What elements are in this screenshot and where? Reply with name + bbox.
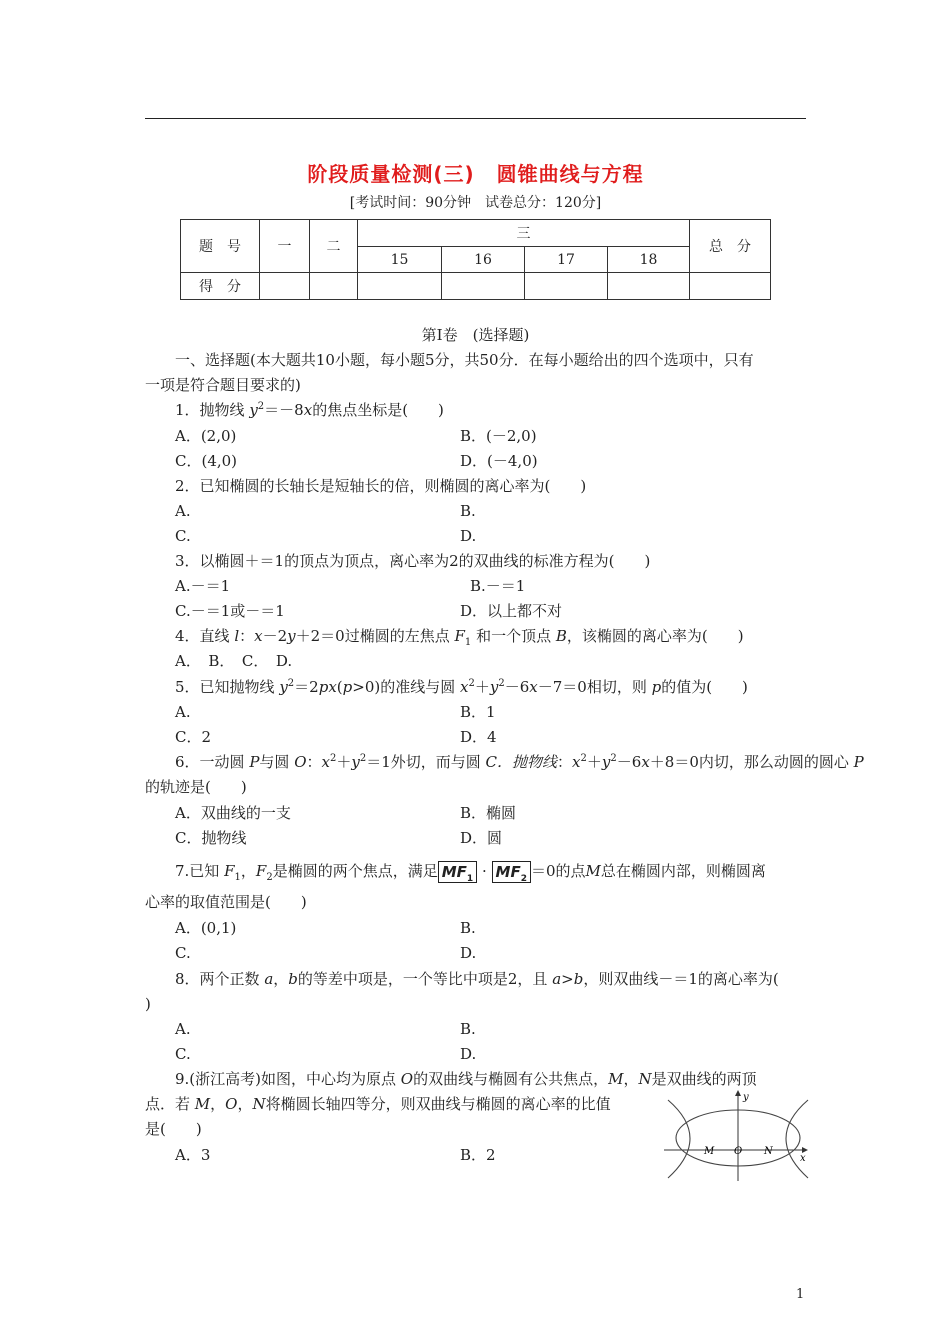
label-o: O	[734, 1146, 743, 1157]
question-9-stem: 9.(浙江高考)如图，中心均为原点 O的双曲线与椭圆有公共焦点，M，N是双曲线的两顶	[175, 1070, 757, 1088]
question-4-options: A． B． C． D.	[175, 652, 293, 670]
exam-info	[145, 192, 806, 212]
page-title	[145, 158, 806, 187]
score-sub-16: 16	[442, 247, 525, 273]
hyperbola-left-branch	[668, 1100, 690, 1178]
question-5-option-d: D．4	[460, 728, 497, 746]
question-1-stem: 1．抛物线 $y^2=-8x$的焦点坐标是( )	[175, 401, 444, 419]
score-row-label: 得 分	[181, 273, 260, 300]
hyperbola-right-branch	[786, 1100, 808, 1178]
score-col-2: 二	[310, 220, 358, 273]
question-2-option-a: A.	[175, 502, 191, 520]
question-9-stem-line-3: 是( )	[145, 1120, 202, 1138]
question-5-option-a: A.	[175, 703, 191, 721]
question-2-option-b: B.	[460, 502, 476, 520]
score-cell	[690, 273, 771, 300]
question-2-option-c: C.	[175, 527, 191, 545]
question-1-option-c: C．(4,0)	[175, 452, 238, 470]
question-7-stem: 7.已知 $F_1$，$F_2$是椭圆的两个焦点，满足 $MF_1 \cdot MF_2 =0$的点M总在椭圆内部，则椭圆离	[175, 862, 766, 884]
question-3-stem: 3．以椭圆＋＝1的顶点为顶点，离心率为2的双曲线的标准方程为( )	[175, 552, 651, 570]
score-cell	[260, 273, 310, 300]
question-6-option-d: D．圆	[460, 829, 503, 847]
question-6-option-a: A．双曲线的一支	[175, 804, 291, 822]
question-1-option-a: A．(2,0)	[175, 427, 237, 445]
question-6-option-c: C．抛物线	[175, 829, 247, 847]
label-m: M	[704, 1146, 715, 1157]
question-9-option-b: B．2	[460, 1146, 496, 1164]
exam-time: [考试时间：90分钟	[349, 195, 472, 211]
score-cell	[442, 273, 525, 300]
score-cell	[525, 273, 608, 300]
question-6-option-b: B．椭圆	[460, 804, 517, 822]
label-n: N	[764, 1146, 773, 1157]
section-heading: 第Ⅰ卷 (选择题)	[421, 326, 530, 344]
question-6-stem-line-2: 的轨迹是( )	[145, 778, 247, 796]
score-sub-15: 15	[358, 247, 442, 273]
question-8-option-c: C.	[175, 1045, 191, 1063]
score-col-3: 三	[358, 220, 690, 247]
question-8-stem: 8．两个正数 a，b的等差中项是，一个等比中项是2，且 a>b，则双曲线－＝1的离心率为(	[175, 970, 779, 988]
y-axis-arrow	[735, 1090, 741, 1096]
question-8-option-d: D.	[460, 1045, 477, 1063]
score-cell	[310, 273, 358, 300]
title-part-b: 圆锥曲线与方程	[496, 162, 644, 186]
question-3-option-a: A.－＝1	[175, 577, 231, 595]
vector-mf2: $MF_2$	[492, 861, 531, 883]
question-8-option-b: B.	[460, 1020, 476, 1038]
question-7-stem-line-2: 心率的取值范围是( )	[145, 893, 307, 911]
score-sub-17: 17	[525, 247, 608, 273]
question-1-option-b: B．(－2,0)	[460, 427, 537, 445]
header-rule	[145, 118, 806, 119]
question-5-stem: 5．已知抛物线 $y^2=2px(p>0)$的准线与圆 $x^2+y^2-6x-7=0$相切，则 p的值为( )	[175, 678, 748, 696]
score-cell	[608, 273, 690, 300]
score-total: 总 分	[690, 220, 771, 273]
question-3-option-d: D．以上都不对	[460, 602, 563, 620]
question-2-stem: 2．已知椭圆的长轴长是短轴长的倍，则椭圆的离心率为( )	[175, 477, 587, 495]
title-part-a: 阶段质量检测(三)	[307, 162, 475, 186]
question-3-option-b: B.－＝1	[470, 577, 526, 595]
question-2-option-d: D.	[460, 527, 477, 545]
question-1-option-d: D．(－4,0)	[460, 452, 538, 470]
question-9-stem-line-2: 点．若 M，O，N将椭圆长轴四等分，则双曲线与椭圆的离心率的比值	[145, 1095, 611, 1113]
question-9-option-a: A．3	[175, 1146, 211, 1164]
score-col-1: 一	[260, 220, 310, 273]
ellipse-hyperbola-figure	[660, 1088, 810, 1183]
question-8-stem-line-2: )	[145, 995, 151, 1013]
label-y: y	[743, 1092, 749, 1103]
question-7-option-a: A．(0,1)	[175, 919, 237, 937]
score-table	[180, 219, 771, 300]
label-x: x	[800, 1153, 806, 1164]
exam-total: 试卷总分：120分]	[485, 195, 602, 211]
section-intro-2: 一项是符合题目要求的)	[145, 376, 301, 394]
vector-mf1: $MF_1$	[438, 861, 477, 883]
question-7-option-d: D.	[460, 944, 477, 962]
question-5-option-c: C．2	[175, 728, 212, 746]
question-4-stem: 4．直线 l：x－2y＋2＝0过椭圆的左焦点 $F_1$ 和一个顶点 B，该椭圆的离心率为( )	[175, 627, 744, 648]
question-6-stem: 6．一动圆 P与圆 O：$x^2+y^2=1$外切，而与圆 C．抛物线：$x^2+y^2-6x+8=0$内切，那么动圆的圆心 P	[175, 753, 864, 771]
page-number: 1	[796, 1287, 805, 1302]
question-5-option-b: B．1	[460, 703, 496, 721]
section-intro-1: 一、选择题(本大题共10小题，每小题5分，共50分．在每小题给出的四个选项中，只有	[175, 351, 754, 369]
question-8-option-a: A.	[175, 1020, 191, 1038]
question-7-option-c: C.	[175, 944, 191, 962]
score-cell	[358, 273, 442, 300]
score-sub-18: 18	[608, 247, 690, 273]
question-7-option-b: B.	[460, 919, 476, 937]
question-3-option-c: C.－＝1或－＝1	[175, 602, 285, 620]
score-header-label: 题 号	[181, 220, 260, 273]
